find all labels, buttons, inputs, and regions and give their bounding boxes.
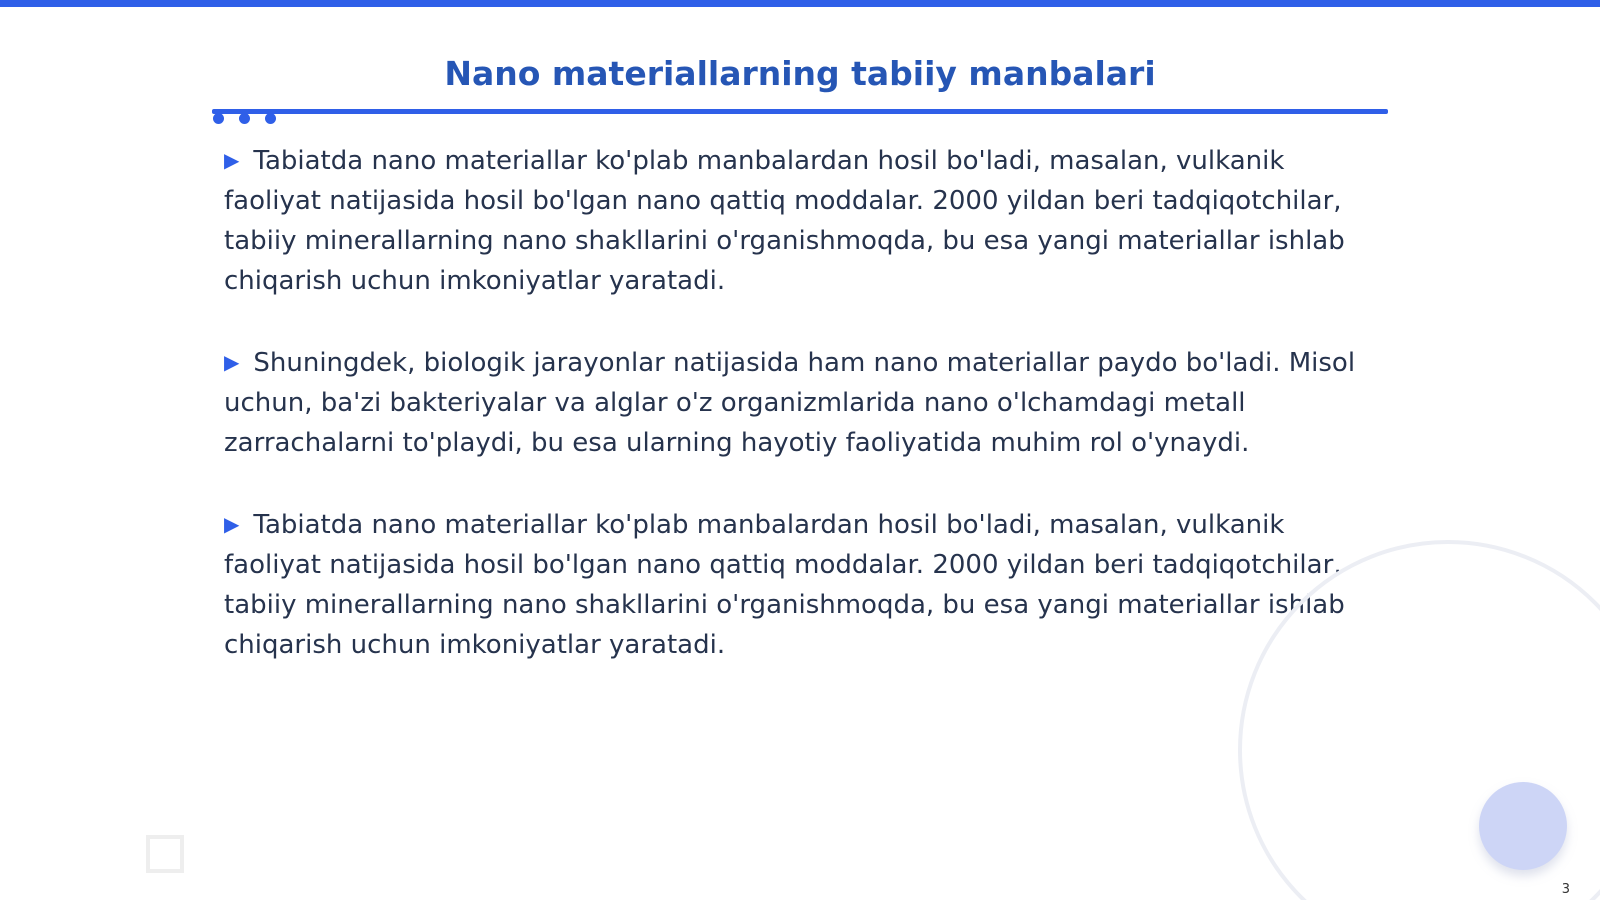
decorative-dot	[265, 113, 276, 124]
bullet-item	[224, 504, 1384, 665]
triangle-bullet-icon: ▶	[224, 350, 240, 374]
bullet-text: Tabiatda nano materiallar ko'plab manbalardan hosil bo'ladi, masalan, vulkanik faoliyat natijasida hosil bo'lgan nano qattiq moddalar. 2000 yildan beri tadqiqotchilar, tabiiy minerallarning nano shakllarini o'rganishmoqda, bu esa yangi materiallar ishlab chiqarish uchun imkoniyatlar yaratadi.	[224, 146, 1345, 296]
page-number: 3	[1561, 882, 1570, 897]
top-accent-bar	[0, 0, 1600, 7]
bullet-text: Tabiatda nano materiallar ko'plab manbalardan hosil bo'ladi, masalan, vulkanik faoliyat natijasida hosil bo'lgan nano qattiq moddalar. 2000 yildan beri tadqiqotchilar, tabiiy minerallarning nano shakllarini o'rganishmoqda, bu esa yangi materiallar ishlab chiqarish uchun imkoniyatlar yaratadi.	[224, 510, 1345, 660]
decorative-dot	[213, 113, 224, 124]
decorative-square	[146, 835, 184, 873]
triangle-bullet-icon: ▶	[224, 148, 240, 172]
bullet-item	[224, 140, 1384, 301]
slide-title: Nano materiallarning tabiiy manbalari	[444, 54, 1156, 93]
bullet-item	[224, 342, 1384, 463]
triangle-bullet-icon: ▶	[224, 512, 240, 536]
decorative-circle	[1479, 782, 1567, 870]
bullet-list	[224, 140, 1384, 706]
decorative-dot	[239, 113, 250, 124]
bullet-text: Shuningdek, biologik jarayonlar natijasida ham nano materiallar paydo bo'ladi. Misol uchun, ba'zi bakteriyalar va alglar o'z organizmlarida nano o'lchamdagi metall zarrachalarni to'playdi, bu esa ularning hayotiy faoliyatida muhim rol o'ynaydi.	[224, 348, 1356, 458]
title-underline	[212, 109, 1388, 114]
